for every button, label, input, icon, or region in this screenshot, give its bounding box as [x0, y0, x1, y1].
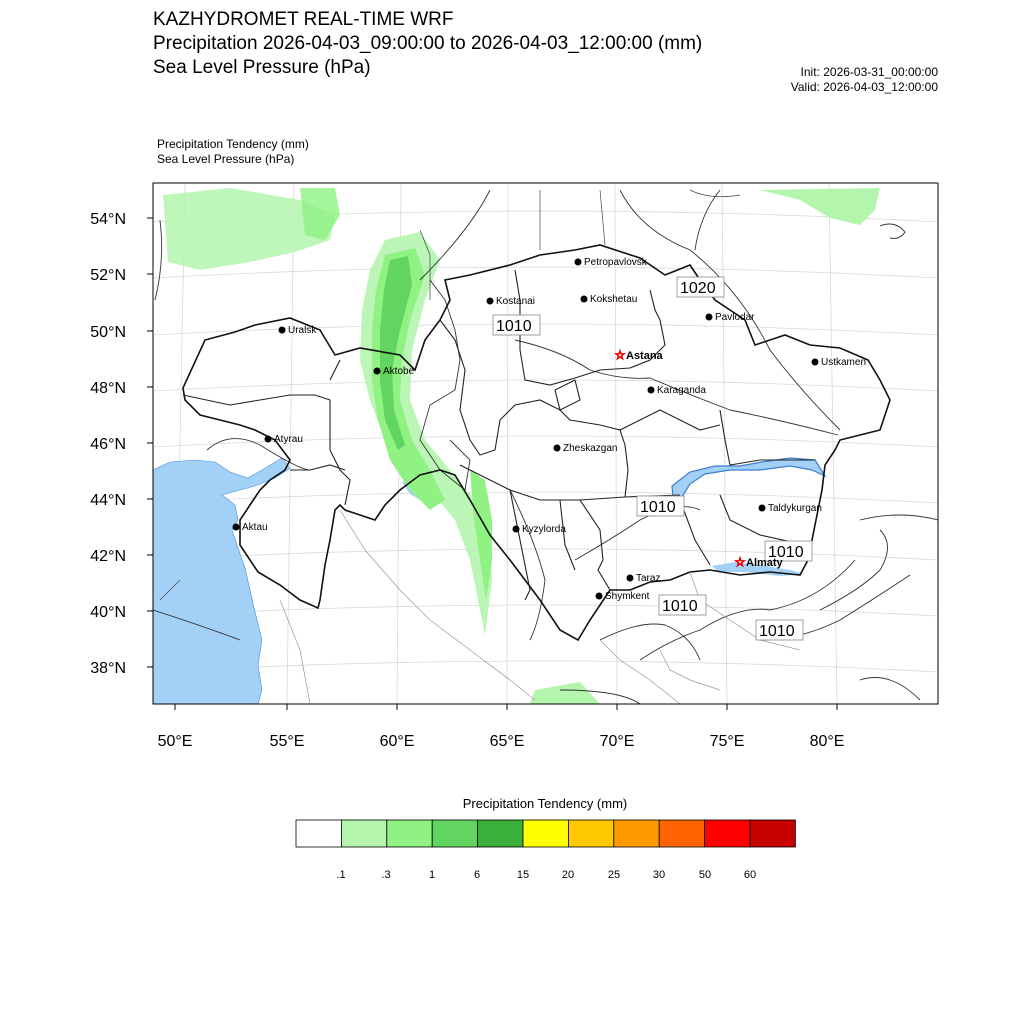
- colorbar-tick-label: 15: [516, 869, 530, 881]
- lon-label: 80°E: [809, 733, 845, 750]
- map-subtitle-2: Sea Level Pressure (hPa): [157, 152, 295, 166]
- svg-text:☆: ☆: [614, 348, 626, 362]
- city-label: Kyzylorda: [522, 524, 566, 535]
- lat-label: 46°N: [90, 436, 126, 453]
- city-marker: [554, 443, 618, 454]
- precip-band-north: [300, 188, 340, 240]
- isobar-labels: [493, 277, 812, 640]
- title-line-3: Sea Level Pressure (hPa): [153, 57, 371, 78]
- colorbar-tick-label: 50: [698, 869, 712, 881]
- map-content: [153, 183, 938, 704]
- city-label: Shymkent: [605, 591, 650, 602]
- graticule: [153, 183, 938, 704]
- city-marker: [513, 524, 567, 535]
- longitude-labels: [158, 733, 845, 750]
- lon-label: 70°E: [599, 733, 635, 750]
- colorbar-tick-label: .1: [336, 869, 346, 881]
- isobar-label: 1010: [662, 598, 698, 615]
- init-time: Init: 2026-03-31_00:00:00: [800, 65, 938, 79]
- precip-band-south: [530, 682, 600, 704]
- isobar-label: 1010: [640, 499, 676, 516]
- city-marker: [706, 312, 756, 323]
- isobar-label: 1010: [768, 544, 804, 561]
- city-label: Almaty: [746, 557, 783, 569]
- colorbar-tick-label: 60: [743, 869, 757, 881]
- city-marker: [233, 522, 268, 533]
- map-subtitle-1: Precipitation Tendency (mm): [157, 137, 309, 151]
- city-label: Aktobe: [383, 366, 415, 377]
- city-label: Atyrau: [274, 434, 303, 445]
- precip-band-northeast: [760, 188, 880, 225]
- isobar-label: 1010: [496, 318, 532, 335]
- title-line-2: Precipitation 2026-04-03_09:00:00 to 2026-04-03_12:00:00 (mm): [153, 33, 703, 54]
- city-label: Pavlodar: [715, 312, 755, 323]
- colorbar-tick-label: .3: [381, 869, 391, 881]
- city-label: Taraz: [636, 573, 661, 584]
- colorbar-tick-label: 6: [473, 869, 481, 881]
- colorbar-tick-label: 30: [652, 869, 666, 881]
- city-label: Zheskazgan: [563, 443, 618, 454]
- city-marker: [575, 257, 648, 268]
- lat-label: 42°N: [90, 548, 126, 565]
- lon-label: 65°E: [489, 733, 525, 750]
- city-label: Kostanai: [496, 296, 535, 307]
- isobar-label: 1020: [680, 280, 716, 297]
- svg-text:☆: ☆: [734, 555, 746, 569]
- city-marker: [759, 503, 822, 514]
- lat-label: 52°N: [90, 267, 126, 284]
- capital-marker: [615, 348, 664, 362]
- city-label: Aktau: [242, 522, 268, 533]
- city-label: Kokshetau: [590, 294, 638, 305]
- lat-label: 48°N: [90, 380, 126, 397]
- capital-marker: [735, 555, 784, 569]
- lat-label: 50°N: [90, 324, 126, 341]
- isobar-label: 1010: [759, 623, 795, 640]
- lon-label: 75°E: [709, 733, 745, 750]
- city-marker: [265, 434, 303, 445]
- caspian-sea: [153, 458, 290, 704]
- city-marker: [627, 573, 661, 584]
- lat-label: 38°N: [90, 660, 126, 677]
- map-frame: [153, 183, 938, 704]
- city-label: Astana: [626, 350, 663, 362]
- lon-label: 60°E: [379, 733, 415, 750]
- valid-time: Valid: 2026-04-03_12:00:00: [790, 80, 938, 94]
- lat-label: 40°N: [90, 604, 126, 621]
- city-marker: [648, 385, 707, 396]
- latitude-labels: [90, 211, 126, 677]
- lon-label: 50°E: [157, 733, 193, 750]
- city-label: Taldykurgan: [768, 503, 822, 514]
- lat-label: 44°N: [90, 492, 126, 509]
- colorbar-tick-label: 20: [561, 869, 575, 881]
- city-label: Petropavlovsk: [584, 257, 647, 268]
- city-marker: [487, 296, 535, 307]
- lon-label: 55°E: [269, 733, 305, 750]
- city-marker: [812, 357, 867, 368]
- lat-label: 54°N: [90, 211, 126, 228]
- title-line-1: KAZHYDROMET REAL-TIME WRF: [153, 9, 454, 30]
- city-label: Uralsk: [288, 325, 317, 336]
- city-marker: [581, 294, 638, 305]
- city-label: Ustkamen: [821, 357, 867, 368]
- colorbar-tick-label: 25: [607, 869, 621, 881]
- city-label: Karaganda: [657, 385, 706, 396]
- colorbar-tick-label: 1: [428, 869, 436, 881]
- city-marker: [279, 325, 318, 336]
- colorbar-title: Precipitation Tendency (mm): [462, 796, 628, 811]
